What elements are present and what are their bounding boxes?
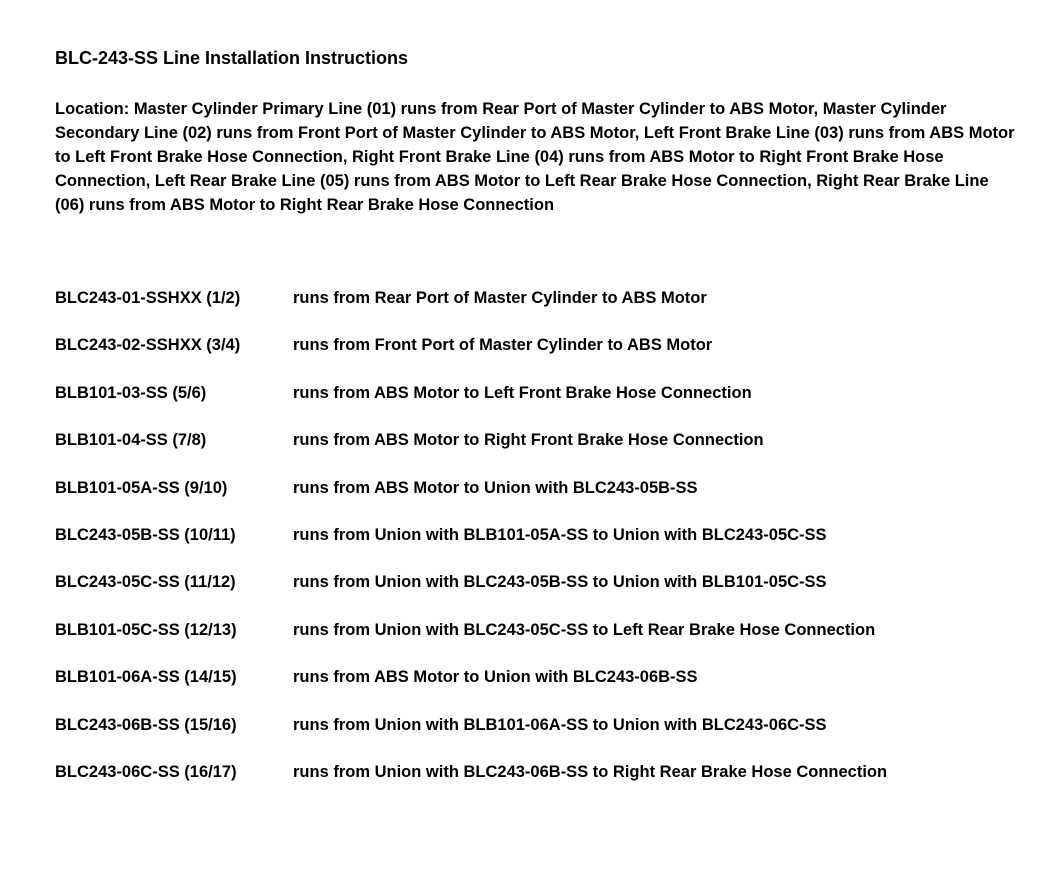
line-row-06a: [55, 665, 1015, 712]
line-row-05b: [55, 523, 1015, 570]
part-number: BLB101-03-SS (5/6): [55, 383, 207, 402]
line-row-06b: [55, 713, 1015, 760]
line-description: runs from Front Port of Master Cylinder to ABS Motor: [293, 336, 713, 355]
line-description: runs from Union with BLC243-05B-SS to Union with BLB101-05C-SS: [293, 573, 827, 592]
line-row-01: [55, 286, 1015, 333]
line-row-05c-blb: [55, 618, 1015, 665]
line-description: runs from ABS Motor to Union with BLC243-05B-SS: [293, 478, 698, 497]
line-row-06c: [55, 760, 1015, 807]
brake-line-list: [55, 286, 1015, 807]
line-row-05c: [55, 570, 1015, 617]
part-number: BLB101-05C-SS (12/13): [55, 620, 237, 639]
line-description: runs from ABS Motor to Left Front Brake Hose Connection: [293, 383, 752, 402]
line-description: runs from ABS Motor to Right Front Brake Hose Connection: [293, 431, 764, 450]
document-title: BLC-243-SS Line Installation Instructions: [55, 48, 409, 68]
document-page: [55, 46, 1015, 807]
line-description: runs from Rear Port of Master Cylinder to ABS Motor: [293, 289, 707, 307]
location-paragraph: Location: Master Cylinder Primary Line (01) runs from Rear Port of Master Cylinder to ABS Motor, Master Cylinder Secondary Line (02) runs from Front Port of Master Cylinder to ABS Motor, Left Front Brake Line (03) runs from ABS Motor to Left Front Brake Hose Connection, Right Front Brake Line (04) runs from ABS Motor to Right Front Brake Hose Connection, Left Rear Brake Line (05) runs from ABS Motor to Left Rear Brake Hose Connection, Right Rear Brake Line (06) runs from ABS Motor to Right Rear Brake Hose Connection: [55, 100, 1015, 214]
line-description: runs from Union with BLB101-06A-SS to Union with BLC243-06C-SS: [293, 715, 827, 734]
line-description: runs from Union with BLB101-05A-SS to Union with BLC243-05C-SS: [293, 525, 827, 544]
line-description: runs from Union with BLC243-06B-SS to Right Rear Brake Hose Connection: [293, 762, 888, 781]
part-number: BLC243-06B-SS (15/16): [55, 715, 237, 734]
line-row-04: [55, 428, 1015, 475]
line-description: runs from ABS Motor to Union with BLC243-06B-SS: [293, 668, 698, 687]
part-number: BLB101-05A-SS (9/10): [55, 478, 228, 497]
line-row-03: [55, 381, 1015, 428]
part-number: BLC243-06C-SS (16/17): [55, 762, 237, 781]
part-number: BLB101-06A-SS (14/15): [55, 668, 237, 687]
part-number: BLC243-05B-SS (10/11): [55, 525, 236, 544]
line-row-05a: [55, 476, 1015, 523]
part-number: BLC243-01-SSHXX (1/2): [55, 289, 241, 307]
line-description: runs from Union with BLC243-05C-SS to Left Rear Brake Hose Connection: [293, 620, 876, 639]
part-number: BLC243-05C-SS (11/12): [55, 573, 236, 592]
part-number: BLC243-02-SSHXX (3/4): [55, 336, 241, 355]
line-row-02: [55, 333, 1015, 380]
part-number: BLB101-04-SS (7/8): [55, 431, 207, 450]
